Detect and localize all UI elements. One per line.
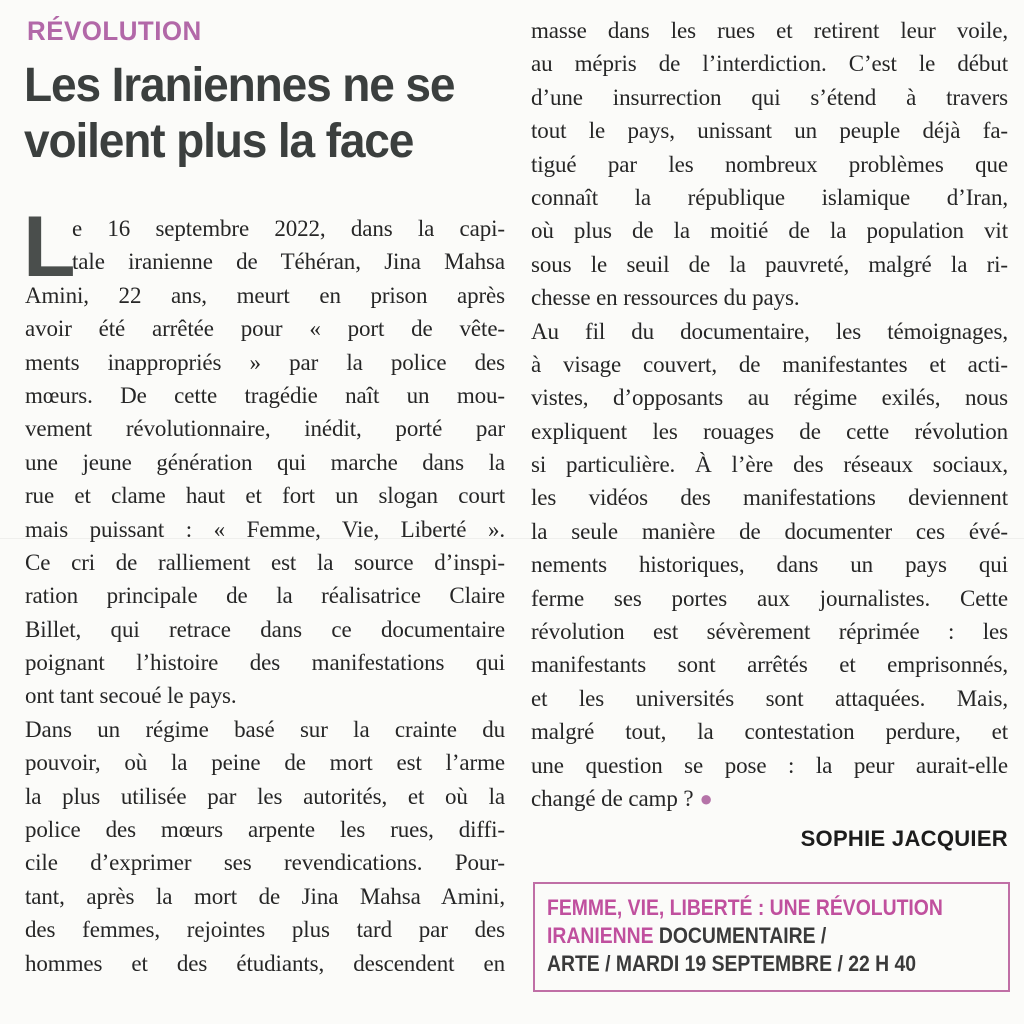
body-line: mœurs. De cette tragédie naît un mou- bbox=[25, 382, 505, 408]
program-schedule: ARTE / MARDI 19 SEPTEMBRE / 22 H 40 bbox=[547, 951, 917, 976]
body-line: e 16 septembre 2022, dans la capi- bbox=[72, 216, 505, 241]
body-line: chesse en ressources du pays. bbox=[531, 285, 800, 311]
body-column-right bbox=[531, 14, 1008, 815]
body-line: d’une insurrection qui s’étend à travers bbox=[531, 84, 1008, 110]
closing-line bbox=[531, 782, 1008, 815]
headline bbox=[24, 58, 454, 170]
body-line: connaît la république islamique d’Iran, bbox=[531, 184, 1008, 210]
body-line: Dans un régime basé sur la crainte du bbox=[25, 716, 505, 742]
body-line: avoir été arrêtée pour « port de vête- bbox=[25, 316, 505, 342]
body-line: révolution est sévèrement réprimée : les bbox=[531, 619, 1008, 645]
body-line: tout le pays, unissant un peuple déjà fa- bbox=[531, 118, 1008, 144]
drop-cap: L bbox=[23, 199, 76, 295]
program-title-continued: IRANIENNE bbox=[547, 923, 654, 948]
program-title-line-2 bbox=[547, 922, 942, 950]
program-genre: DOCUMENTAIRE / bbox=[653, 923, 827, 948]
body-line: une question se pose : la peur aurait-elle bbox=[531, 752, 1008, 778]
body-line: tigué par les nombreux problèmes que bbox=[531, 151, 1008, 177]
body-line: ments inappropriés » par la police des bbox=[25, 349, 505, 375]
body-line: à visage couvert, de manifestantes et acti- bbox=[531, 351, 1008, 377]
body-line: Au fil du documentaire, les témoignages, bbox=[531, 318, 1008, 344]
body-line: hommes et des étudiants, descendent en bbox=[25, 950, 505, 976]
body-line: nements historiques, dans un pays qui bbox=[531, 552, 1008, 578]
body-line: pouvoir, où la peine de mort est l’arme bbox=[25, 750, 505, 776]
body-line: vement révolutionnaire, inédit, porté par bbox=[25, 416, 505, 442]
body-line: manifestants sont arrêtés et emprisonnés, bbox=[531, 652, 1008, 678]
body-line: les vidéos des manifestations deviennent bbox=[531, 485, 1008, 511]
body-line: masse dans les rues et retirent leur voile, bbox=[531, 18, 1008, 43]
body-line: des femmes, rejointes plus tard par des bbox=[25, 917, 505, 943]
body-line: et les universités sont attaquées. Mais, bbox=[531, 685, 1008, 711]
kicker: RÉVOLUTION bbox=[27, 16, 202, 46]
headline-line-1: Les Iraniennes ne se bbox=[24, 59, 455, 112]
closing-line-text: changé de camp ? bbox=[531, 785, 694, 811]
body-line: si particulière. À l’ère des réseaux sociaux, bbox=[531, 452, 1008, 478]
body-line: ration principale de la réalisatrice Claire bbox=[25, 583, 505, 609]
headline-line-2: voilent plus la face bbox=[24, 115, 414, 168]
body-line: au mépris de l’interdiction. C’est le début bbox=[531, 51, 1008, 77]
body-line: la seule manière de documenter ces évé- bbox=[531, 518, 1008, 544]
body-line: malgré tout, la contestation perdure, et bbox=[531, 719, 1008, 745]
body-line: police des mœurs arpente les rues, diffi- bbox=[25, 817, 505, 843]
end-bullet-icon: ● bbox=[699, 785, 713, 811]
body-line: où plus de la moitié de la population vit bbox=[531, 218, 1008, 244]
body-line: ferme ses portes aux journalistes. Cette bbox=[531, 585, 1008, 611]
body-line: Ce cri de ralliement est la source d’inspi- bbox=[25, 549, 505, 575]
program-box bbox=[533, 882, 1010, 992]
body-line: cile d’exprimer ses revendications. Pour- bbox=[25, 850, 505, 876]
body-line: rue et clame haut et fort un slogan court bbox=[25, 483, 505, 509]
body-line: Amini, 22 ans, meurt en prison après bbox=[25, 282, 505, 308]
body-line: tant, après la mort de Jina Mahsa Amini, bbox=[25, 883, 505, 909]
byline: SOPHIE JACQUIER bbox=[800, 826, 1008, 851]
body-line: tale iranienne de Téhéran, Jina Mahsa bbox=[72, 249, 505, 275]
body-line: ont tant secoué le pays. bbox=[25, 683, 237, 709]
body-line: mais puissant : « Femme, Vie, Liberté ». bbox=[25, 516, 505, 542]
body-line: poignant l’histoire des manifestations qui bbox=[25, 650, 505, 676]
body-column-left bbox=[23, 199, 505, 980]
body-line: expliquent les rouages de cette révolution bbox=[531, 418, 1008, 444]
body-line: vistes, d’opposants au régime exilés, nous bbox=[531, 385, 1008, 411]
body-line: sous le seuil de la pauvreté, malgré la ri- bbox=[531, 251, 1008, 277]
body-line: Billet, qui retrace dans ce documentaire bbox=[25, 616, 505, 642]
body-line: une jeune génération qui marche dans la bbox=[25, 449, 505, 475]
body-line: la plus utilisée par les autorités, et où la bbox=[25, 783, 505, 809]
program-title-line-1: FEMME, VIE, LIBERTÉ : UNE RÉVOLUTION bbox=[547, 895, 943, 920]
